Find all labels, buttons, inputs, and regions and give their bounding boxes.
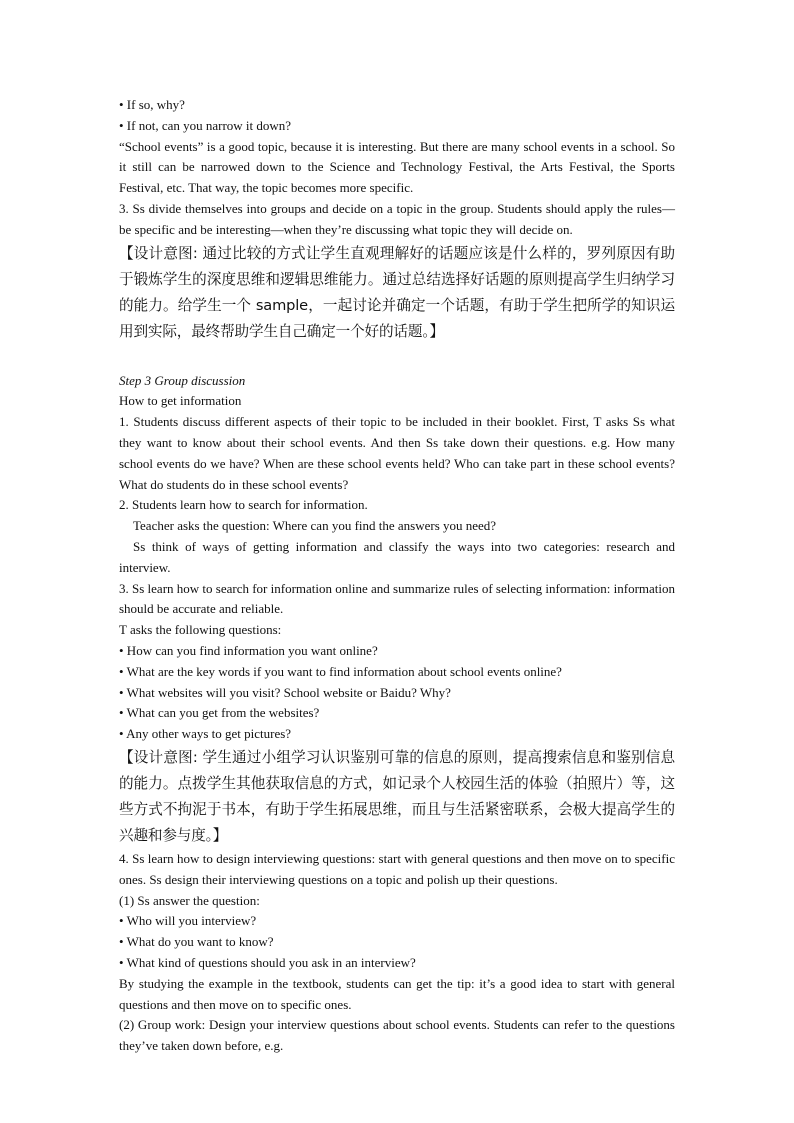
list-item: • What can you get from the websites? (119, 705, 320, 721)
list-item: • Who will you interview? (119, 913, 257, 929)
list-item: • What do you want to know? (119, 934, 274, 950)
design-intent-2: 【设计意图: 学生通过小组学习认识鉴别可靠的信息的原则，提高搜索信息和鉴别信息的能力。点拨学生其他获取信息的方式，如记录个人校园生活的体验（拍照片）等，这些方式不拘泥于书本，有助于学生拓展思维，而且与生活紧密联系，会极大提高学生的兴趣和参与度。】 (119, 748, 675, 844)
step3-heading: Step 3 Group discussion (119, 372, 246, 388)
step3-item-1: 1. Students discuss different aspects of their topic to be included in their booklet. First, T asks Ss what they want to know about their school events. And then Ss take down their questions. e.g. How many school events do we have? When are these school events held? Who can take part in these school events? What do students do in these school events? (119, 414, 675, 492)
step3-item-2b: Ss think of ways of getting information and classify the ways into two categories: research and interview. (119, 538, 675, 575)
document-page (119, 95, 675, 1057)
sub-item-1: (1) Ss answer the question: (119, 892, 260, 908)
school-events-paragraph: “School events” is a good topic, because it is interesting. But there are many school events in a school. So it still can be narrowed down to the Science and Technology Festival, the Arts Festival, the Sports Festival, etc. That way, the topic becomes more specific. (119, 138, 675, 196)
list-item: • What websites will you visit? School website or Baidu? Why? (119, 684, 451, 700)
tip-paragraph: By studying the example in the textbook, students can get the tip: it’s a good idea to start with general questions and then move on to specific ones. (119, 975, 675, 1012)
list-item: • What are the key words if you want to find information about school events online? (119, 663, 562, 679)
step3-item-4: 4. Ss learn how to design interviewing questions: start with general questions and then move on to specific ones. Ss design their interviewing questions on a topic and polish up their questions. (119, 850, 675, 887)
step3-item-2a: Teacher asks the question: Where can you find the answers you need? (133, 518, 497, 534)
sub-item-2: (2) Group work: Design your interview questions about school events. Students can refer to the questions they’ve taken down before, e.g. (119, 1017, 675, 1054)
step2-item-3: 3. Ss divide themselves into groups and decide on a topic in the group. Students should apply the rules—be specific and be interesting—when they’re discussing what topic they will decide on. (119, 200, 675, 237)
step3-subtitle: How to get information (119, 393, 242, 409)
list-item: • Any other ways to get pictures? (119, 726, 292, 742)
step3-question-intro: T asks the following questions: (119, 622, 282, 638)
bullet-if-not: • If not, can you narrow it down? (119, 117, 292, 133)
list-item: • How can you find information you want online? (119, 642, 378, 658)
list-item: • What kind of questions should you ask in an interview? (119, 954, 416, 970)
step3-item-3: 3. Ss learn how to search for information online and summarize rules of selecting information: information should be accurate and reliable. (119, 580, 675, 617)
design-intent-1: 【设计意图: 通过比较的方式让学生直观理解好的话题应该是什么样的，罗列原因有助于锻炼学生的深度思维和逻辑思维能力。通过总结选择好话题的原则提高学生归纳学习的能力。给学生一个 sample，一起讨论并确定一个话题，有助于学生把所学的知识运用到实际，最终帮助学生自己确定一个好的话题。】 (119, 244, 675, 340)
bullet-if-so: • If so, why? (119, 97, 185, 112)
step3-item-2: 2. Students learn how to search for information. (119, 497, 368, 513)
